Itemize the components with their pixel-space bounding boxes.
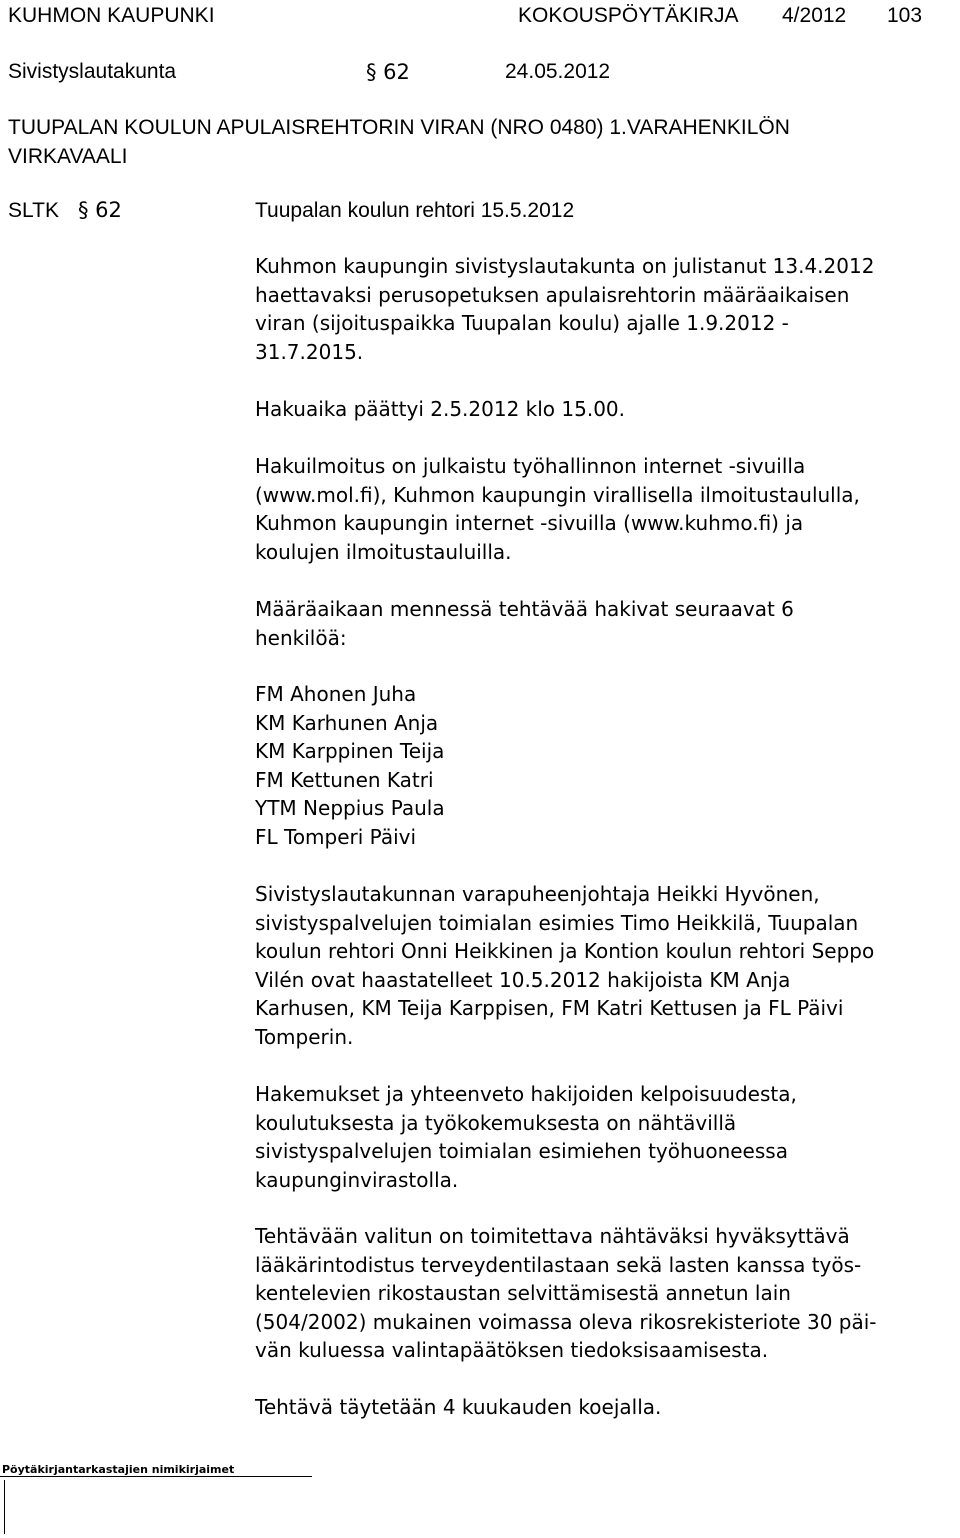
reference-code: SLTK	[8, 199, 59, 222]
item-title-line-1: TUUPALAN KOULUN APULAISREHTORIN VIRAN (NRO 0480) 1.VARAHENKILÖN	[8, 116, 790, 139]
text-line: Kuhmon kaupungin internet -sivuilla (www.kuhmo.fi) ja	[255, 511, 804, 536]
text-line: haettavaksi perusopetuksen apulaisrehtorin määräaikaisen	[255, 282, 850, 307]
applicant-item: FM Kettunen Katri	[255, 767, 434, 792]
text-line: kentelevien rikostaustan selvittämisestä annetun lain	[255, 1281, 791, 1306]
signature-box	[4, 1480, 243, 1534]
text-line: Tomperin.	[255, 1024, 354, 1049]
document-type: KOKOUSPÖYTÄKIRJA	[518, 4, 739, 27]
text-line: sivistyspalvelujen toimialan esimies Timo Heikkilä, Tuupalan	[255, 910, 859, 935]
board-name: Sivistyslautakunta	[8, 60, 177, 83]
text-line: koulutuksesta ja työkokemuksesta on nähtävillä	[255, 1110, 737, 1135]
text-line: Tehtävään valitun on toimitettava nähtäväksi hyväksyttävä	[255, 1224, 850, 1248]
text-line: Vilén ovat haastatelleet 10.5.2012 hakijoista KM Anja	[255, 967, 791, 992]
text-line: kaupunginvirastolla.	[255, 1167, 459, 1192]
text-line: sivistyspalvelujen toimialan esimiehen työhuoneessa	[255, 1139, 788, 1164]
text-line: viran (sijoituspaikka Tuupalan koulu) ajalle 1.9.2012 -	[255, 311, 789, 336]
applicant-item: YTM Neppius Paula	[255, 796, 445, 821]
applicant-item: KM Karhunen Anja	[255, 710, 439, 735]
text-line: Tehtävä täytetään 4 kuukauden koejalla.	[255, 1395, 662, 1419]
reference-section: § 62	[78, 198, 122, 222]
paragraph-applicant-count	[255, 595, 945, 652]
paragraph-announcement	[255, 252, 945, 366]
signature-label: Pöytäkirjantarkastajien nimikirjaimet	[2, 1463, 235, 1476]
paragraph-deadline	[255, 395, 945, 424]
text-line: koulun rehtori Onni Heikkinen ja Kontion koulun rehtori Seppo	[255, 939, 875, 964]
text-line: henkilöä:	[255, 625, 347, 650]
signature-divider	[0, 1476, 312, 1477]
text-line: Karhusen, KM Teija Karppisen, FM Katri Kettusen ja FL Päivi	[255, 996, 844, 1021]
paragraph-interviews	[255, 880, 945, 1052]
item-title-line-2: VIRKAVAALI	[8, 145, 128, 168]
applicant-item: KM Karppinen Teija	[255, 739, 445, 764]
page-number: 103	[887, 4, 923, 27]
text-line: (www.mol.fi), Kuhmon kaupungin virallisella ilmoitustaululla,	[255, 482, 860, 507]
applicant-list	[255, 680, 945, 852]
preparer: Tuupalan koulun rehtori 15.5.2012	[255, 199, 575, 222]
paragraph-publication	[255, 452, 945, 566]
text-line: vän kuluessa valintapäätöksen tiedoksisaamisesta.	[255, 1338, 769, 1363]
text-line: Hakuaika päättyi 2.5.2012 klo 15.00.	[255, 397, 625, 421]
text-line: lääkärintodistus terveydentilastaan sekä lasten kanssa työs-	[255, 1252, 862, 1277]
applicant-item: FL Tomperi Päivi	[255, 824, 417, 849]
text-line: Määräaikaan mennessä tehtävää hakivat seuraavat 6	[255, 597, 794, 621]
paragraph-applications	[255, 1080, 945, 1194]
section-number: § 62	[366, 60, 410, 84]
text-line: Sivistyslautakunnan varapuheenjohtaja Heikki Hyvönen,	[255, 882, 820, 906]
paragraph-probation	[255, 1393, 945, 1422]
text-line: (504/2002) mukainen voimassa oleva rikosrekisteriote 30 päi-	[255, 1309, 877, 1334]
organization-name: KUHMON KAUPUNKI	[8, 4, 215, 27]
document-number: 4/2012	[782, 4, 847, 27]
applicant-item: FM Ahonen Juha	[255, 682, 417, 706]
text-line: Hakuilmoitus on julkaistu työhallinnon internet -sivuilla	[255, 454, 806, 478]
meeting-date: 24.05.2012	[505, 60, 611, 83]
text-line: Hakemukset ja yhteenveto hakijoiden kelpoisuudesta,	[255, 1082, 797, 1106]
paragraph-requirements	[255, 1222, 945, 1365]
text-line: koulujen ilmoitustauluilla.	[255, 539, 512, 564]
text-line: 31.7.2015.	[255, 339, 364, 364]
text-line: Kuhmon kaupungin sivistyslautakunta on julistanut 13.4.2012	[255, 254, 875, 278]
